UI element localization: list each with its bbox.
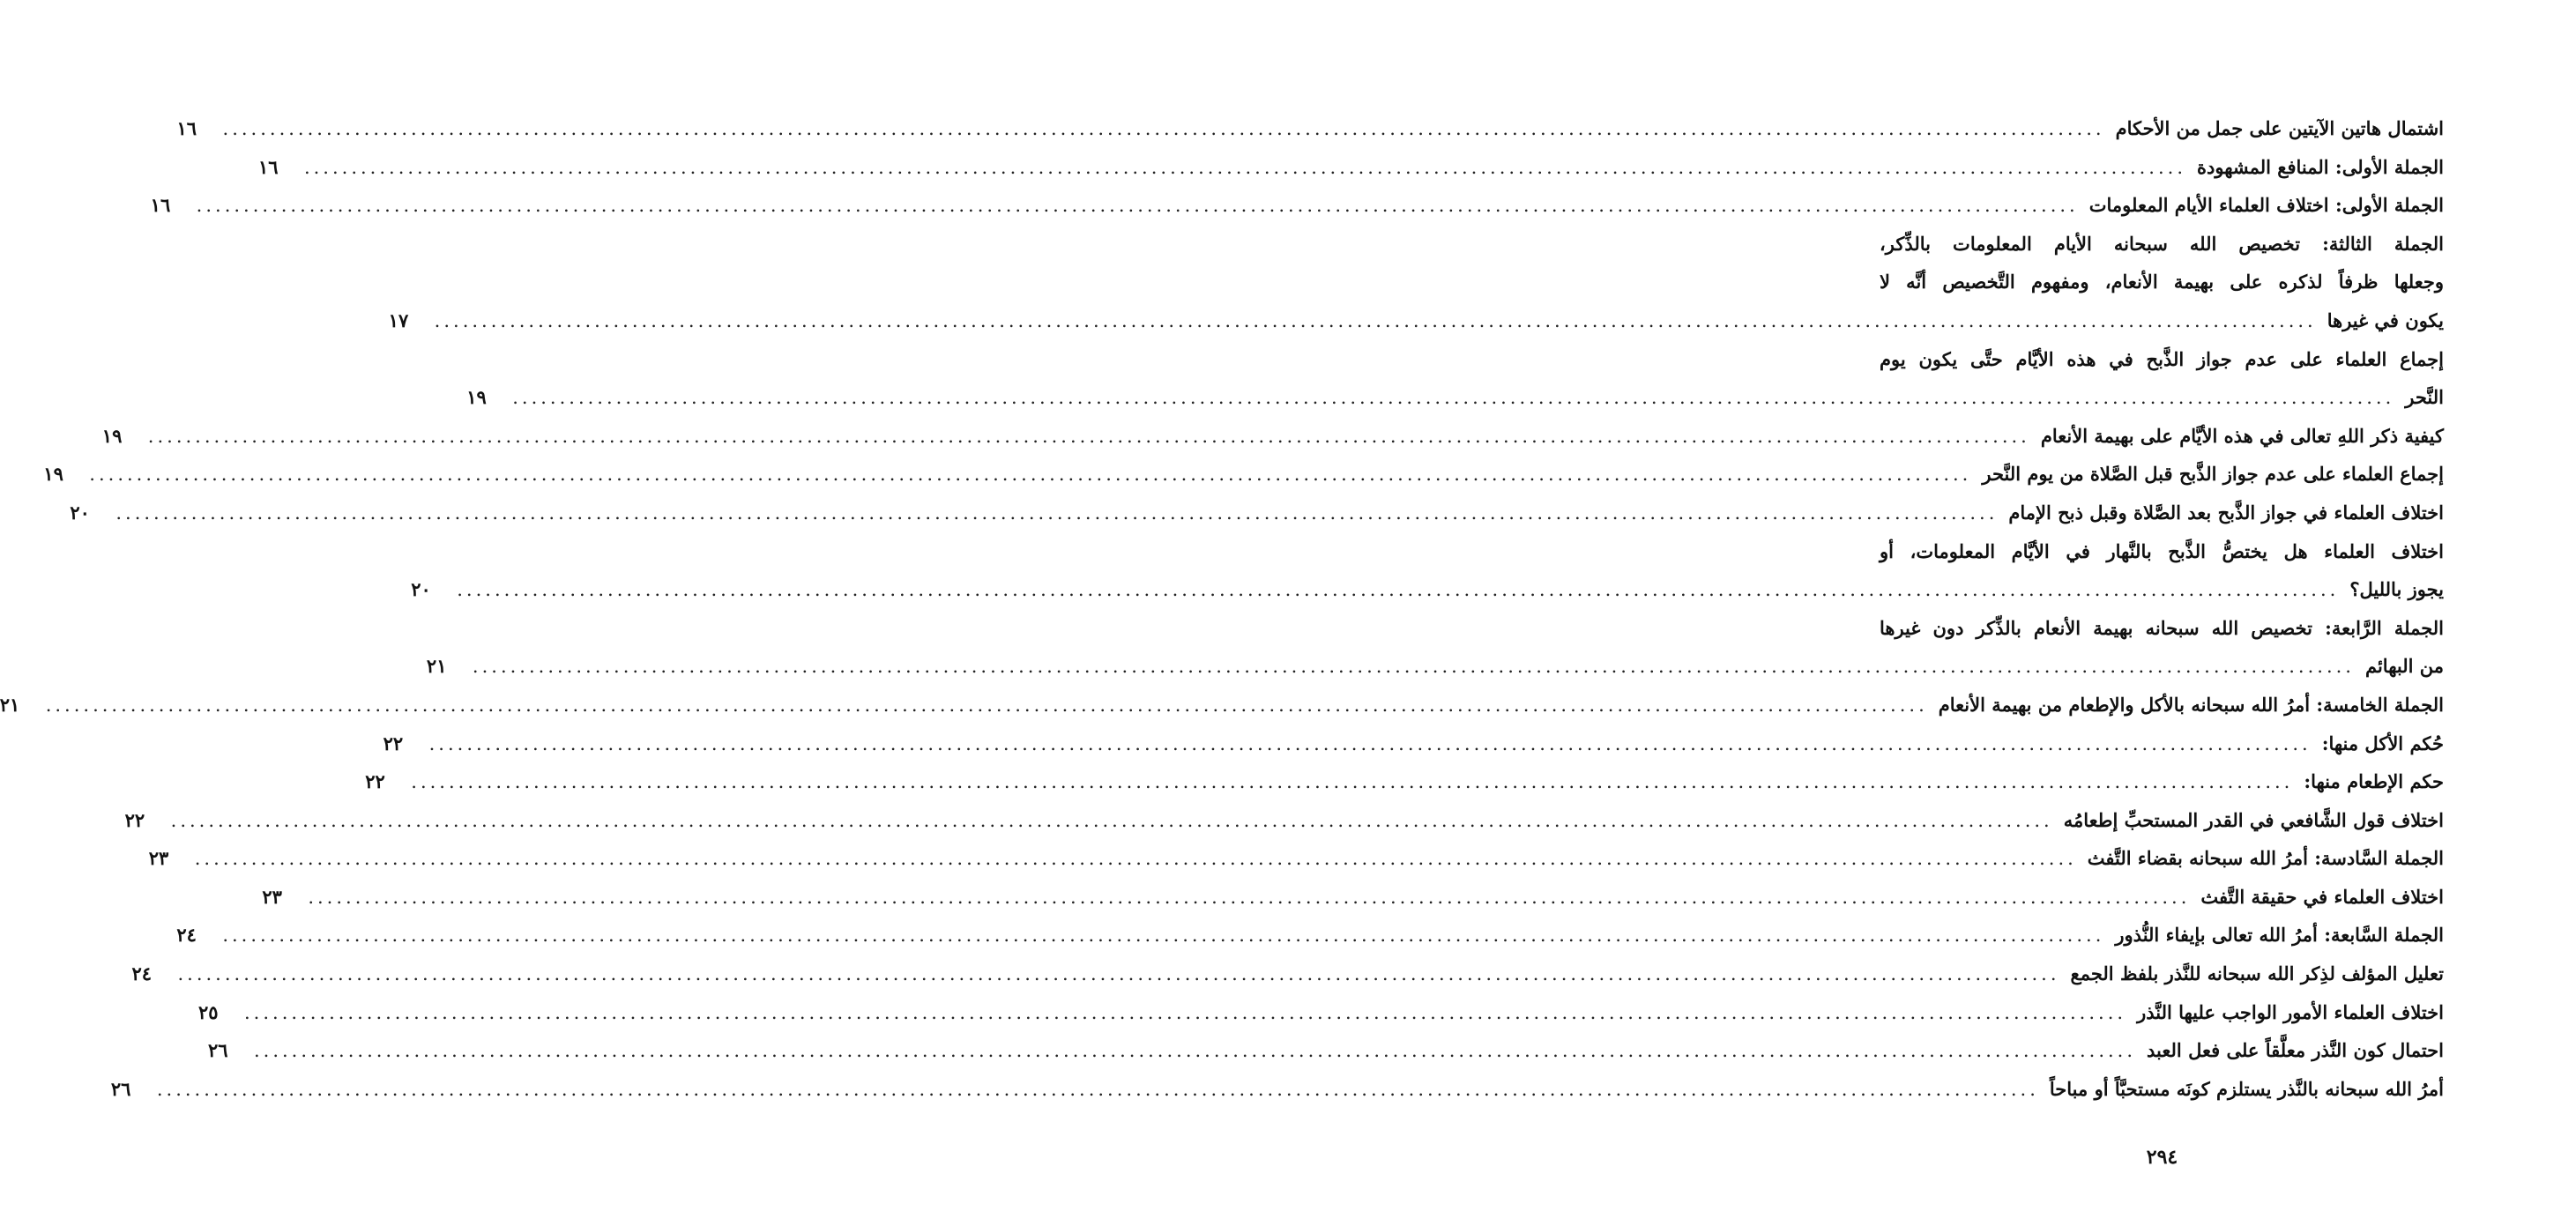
page-number: ٢٩٤ [2146,1146,2178,1169]
toc-entry [131,955,2444,993]
toc-entry-page: ١٧ [388,308,409,331]
leader-dots: ........................................................................................................................................................................................................ [222,118,2105,139]
toc-entry-page: ٢٢ [124,808,145,831]
toc-entry-page: ٢٠ [411,578,431,601]
leader-dots: ........................................................................................................................................................................................................ [45,694,1928,716]
toc-entry-title: الجملة السَّادسة: أمرُ الله سبحانه بقضاء التَّفث [2087,847,2444,870]
toc-entry-text-line: وجعلها ظرفاً لذكره على بهيمة الأنعام، ومفهوم التَّخصيص أنَّه لا [1880,271,2444,293]
toc-entry [365,762,2444,801]
toc-entry-page: ١٦ [257,155,279,178]
toc-entry-page: ١٦ [150,194,171,217]
toc-entry-title: اشتمال هاتين الآيتين على جمل من الأحكام [2115,117,2444,139]
leader-dots: ........................................................................................................................................................................................................ [512,387,2395,409]
toc-entry-page: ٢٢ [365,770,385,793]
toc-entry-page: ٢٥ [198,1000,219,1023]
leader-dots: ........................................................................................................................................................................................................ [428,732,2312,754]
leader-dots: ........................................................................................................................................................................................................ [253,1040,2137,1062]
leader-dots: ........................................................................................................................................................................................................ [89,464,1972,486]
toc-entry-page: ١٩ [43,463,63,486]
leader-dots: ........................................................................................................................................................................................................ [177,963,2060,985]
toc-entry-page: ٢١ [426,655,447,678]
toc-entry [150,186,2444,225]
toc-entry-line [1880,532,2444,571]
toc-entry-line [1880,225,2444,264]
toc-entry [262,878,2444,917]
toc-entry-title: اختلاف العلماء الأمور الواجب عليها النَّذر [2137,1000,2444,1023]
toc-entry [466,378,2444,417]
leader-dots: ........................................................................................................................................................................................................ [308,886,2191,908]
leader-dots: ........................................................................................................................................................................................................ [244,1001,2127,1023]
toc-entry-title: احتمال كون النَّذر معلَّقاً على فعل العبد [2147,1039,2444,1062]
toc-entry-title: الجملة الأولى: اختلاف العلماء الأيام المعلومات [2088,194,2444,217]
toc-entry-text-line: إجماع العلماء على عدم جواز الذَّبح في هذه الأيَّام حتَّى يكون يوم [1880,347,2444,370]
toc-entry-line [1880,609,2444,648]
toc-entry-page: ٢٤ [176,924,197,947]
toc-entry [411,570,2444,609]
toc-entry [176,109,2444,148]
leader-dots: ........................................................................................................................................................................................................ [434,309,2317,331]
table-of-contents [0,109,2444,1108]
leader-dots: ........................................................................................................................................................................................................ [222,925,2105,947]
leader-dots: ........................................................................................................................................................................................................ [196,195,2079,217]
leader-dots: ........................................................................................................................................................................................................ [156,1078,2039,1100]
toc-entry [176,916,2444,955]
toc-entry-title: أمرُ الله سبحانه بالنَّذر يستلزم كونَه مستحبَّاً أو مباحاً [2049,1077,2444,1100]
toc-entry [198,993,2444,1032]
toc-entry [383,724,2444,763]
toc-entry-page: ٢٠ [70,501,90,524]
leader-dots: ........................................................................................................................................................................................................ [194,848,2077,870]
leader-dots: ........................................................................................................................................................................................................ [411,771,2294,793]
toc-entry-title: تعليل المؤلف لذِكر الله سبحانه للنَّذر بلفظ الجمع [2070,962,2444,985]
toc-entry-title: كيفية ذكر اللهِ تعالى في هذه الأيَّام على بهيمة الأنعام [2040,424,2444,447]
toc-entry-page: ٢٤ [131,962,153,985]
leader-dots: ........................................................................................................................................................................................................ [303,156,2186,178]
toc-entry-title: اختلاف قول الشَّافعي في القدر المستحبِّ إطعامُه [2063,808,2444,831]
toc-entry-title: حكم الإطعام منها: [2304,770,2444,793]
leader-dots: ........................................................................................................................................................................................................ [147,425,2030,447]
toc-entry [70,494,2444,532]
toc-entry-page: ٢٣ [148,847,169,870]
toc-entry-title: الجملة الخامسة: أمرُ الله سبحانه بالأكل والإطعام من بهيمة الأنعام [1938,693,2444,716]
toc-entry-text-line: اختلاف العلماء هل يختصُّ الذَّبح بالنَّهار في الأيَّام المعلومات، أو [1880,539,2444,562]
toc-entry-title: اختلاف العلماء في حقيقة التَّفث [2200,885,2444,908]
leader-dots: ........................................................................................................................................................................................................ [170,809,2053,831]
toc-entry-title: حُكم الأكل منها: [2321,732,2444,754]
toc-entry-page: ٢٣ [262,885,282,908]
toc-entry-text-line: الجملة الثالثة: تخصيص الله سبحانه الأيام المعلومات بالذِّكر، [1880,232,2444,255]
toc-entry-title: يكون في غيرها [2327,308,2444,331]
toc-entry-title: الجملة الأولى: المنافع المشهودة [2197,155,2444,178]
toc-entry-title: اختلاف العلماء في جواز الذَّبح بعد الصَّلاة وقبل ذبح الإمام [2008,501,2444,524]
toc-entry-line [1880,340,2444,379]
toc-entry-page: ١٩ [101,424,123,447]
toc-entry [110,1070,2444,1109]
toc-entry-title: الجملة السَّابعة: أمرُ الله تعالى بإيفاء النُّذور [2115,924,2444,947]
toc-entry-text-line: الجملة الرَّابعة: تخصيص الله سبحانه بهيمة الأنعام بالذِّكر دون غيرها [1880,616,2444,639]
toc-entry-page: ٢٦ [110,1077,131,1100]
toc-entry [43,455,2444,494]
toc-entry-title: إجماع العلماء على عدم جواز الذَّبح قبل الصَّلاة من يوم النَّحر [1982,463,2444,486]
toc-entry [101,417,2444,456]
toc-entry [124,801,2444,840]
toc-entry [207,1031,2444,1070]
toc-entry-page: ١٦ [176,117,197,139]
toc-entry-title: من البهائم [2364,655,2444,678]
toc-entry [388,301,2444,340]
toc-entry [0,686,2444,724]
leader-dots: ........................................................................................................................................................................................................ [115,501,1999,524]
toc-entry-line [1880,263,2444,301]
toc-entry-page: ٢١ [0,693,20,716]
toc-entry-page: ٢٢ [383,732,404,754]
leader-dots: ........................................................................................................................................................................................................ [457,579,2340,601]
toc-entry-page: ٢٦ [207,1039,228,1062]
toc-entry [148,839,2444,878]
toc-entry-page: ١٩ [466,386,487,409]
leader-dots: ........................................................................................................................................................................................................ [472,656,2355,678]
toc-entry [257,148,2444,187]
toc-entry [426,647,2444,686]
toc-entry-title: النَّحر [2405,386,2444,409]
toc-entry-title: يجوز بالليل؟ [2349,578,2444,601]
